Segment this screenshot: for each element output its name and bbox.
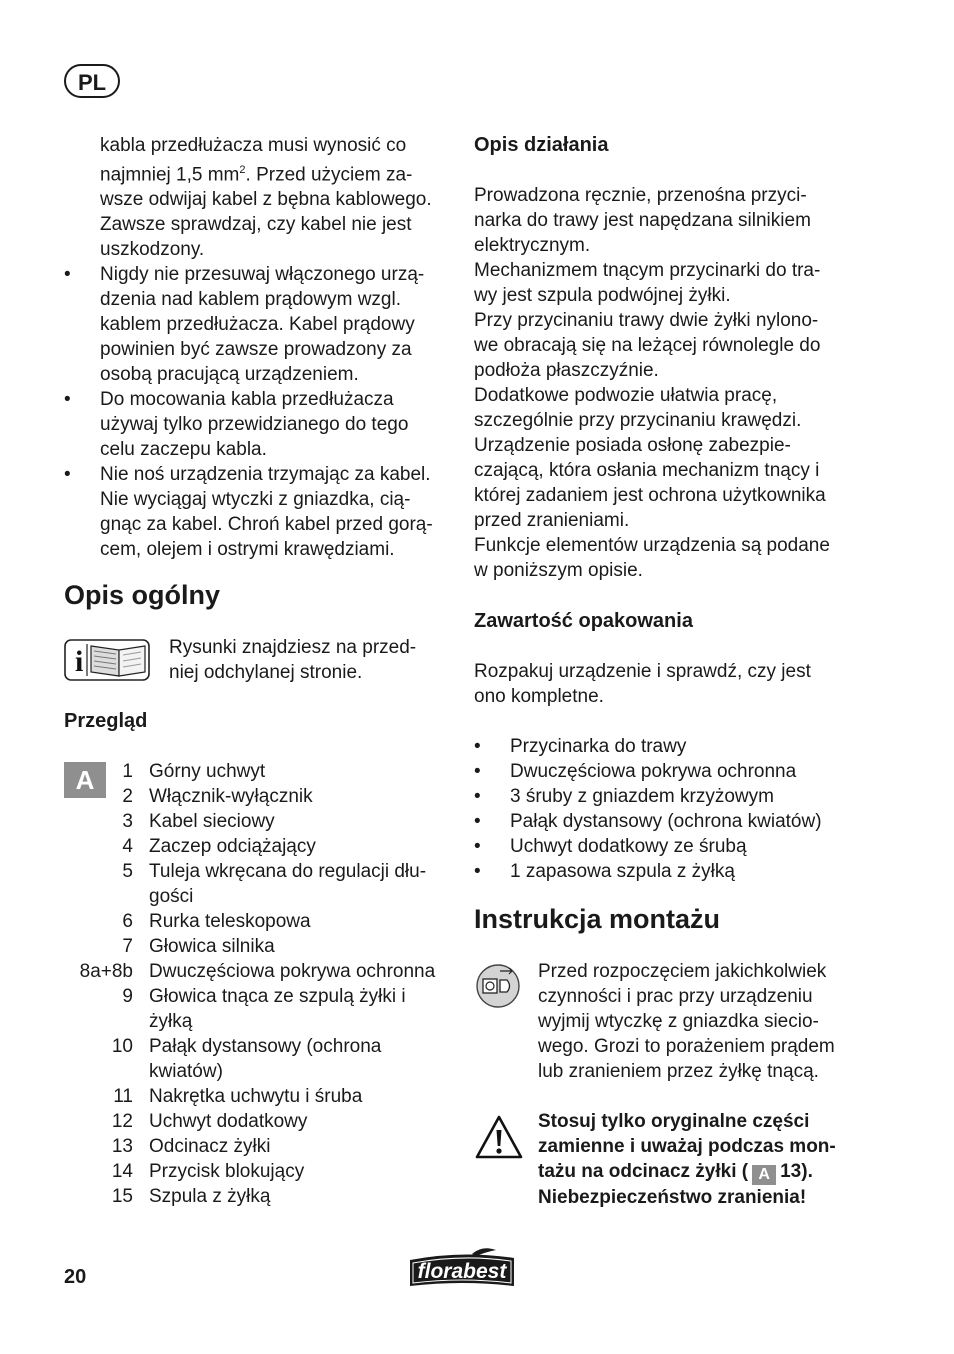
info-book-icon <box>64 639 150 686</box>
part-number: 14 <box>111 1161 133 1182</box>
brand-logo <box>406 1246 518 1290</box>
figure-a-badge: A <box>64 762 106 798</box>
part-label: Tuleja wkręcana do regulacji dłu- <box>149 861 427 882</box>
figure-a-badge-inline: A <box>752 1165 776 1185</box>
part-label: Rurka teleskopowa <box>149 911 311 932</box>
list-item: • Pałąk dystansowy (ochrona kwiatów) <box>474 809 874 834</box>
part-number: 8a+8b <box>79 961 133 982</box>
part-label: Przycisk blokujący <box>149 1161 305 1182</box>
package-items <box>474 734 874 884</box>
part-label: Dwuczęściowa pokrywa ochronna <box>149 961 436 982</box>
list-item: • Nigdy nie przesuwaj włączonego urzą- dzenia nad kablem prądowym wzgl. kablem przedłużacza. Kabel prądowy powinien być zawsze prowadzony za osobą pracującą urządzeniem. <box>64 262 452 387</box>
list-item: • Dwuczęściowa pokrywa ochronna <box>474 759 874 784</box>
part-number: 15 <box>111 1186 133 1207</box>
list-item: • Przycinarka do trawy <box>474 734 874 759</box>
unplug-note: Przed rozpoczęciem jakichkolwiek czynności i prac przy urządzeniu wyjmij wtyczkę z gniazdka siecio- wego. Grozi to porażeniem prądem lub zranieniem przez żyłkę tnącą. <box>538 961 835 1082</box>
safety-bullets <box>64 262 452 562</box>
part-number: 7 <box>122 936 133 957</box>
part-number <box>64 1009 133 1034</box>
part-number: 13 <box>111 1136 133 1157</box>
part-number <box>64 1059 133 1084</box>
warning-icon <box>474 1114 524 1165</box>
part-label: Pałąk dystansowy (ochrona <box>149 1036 382 1057</box>
part-number: 6 <box>122 911 133 932</box>
list-item: • 3 śruby z gniazdem krzyżowym <box>474 784 874 809</box>
part-number: 4 <box>122 836 133 857</box>
part-number: 10 <box>111 1036 133 1057</box>
part-label: Włącznik-wyłącznik <box>149 786 313 807</box>
part-label: Szpula z żyłką <box>149 1186 271 1207</box>
cable-paragraph: kabla przedłużacza musi wynosić co najmniej 1,5 $mm^2$. Przed użyciem za- wsze odwijaj kabel z bębna kablowego. Zawsze sprawdzaj, czy kabel nie jest uszkodzony. <box>100 135 432 261</box>
part-number <box>64 884 133 909</box>
svg-text:florabest: florabest <box>417 1260 507 1283</box>
part-number: 5 <box>122 861 133 882</box>
package-intro: Rozpakuj urządzenie i sprawdź, czy jest ono kompletne. <box>474 661 811 707</box>
heading-general-description: Opis ogólny <box>64 580 221 610</box>
list-item: • Nie noś urządzenia trzymając za kabel. Nie wyciągaj wtyczki z gniazdka, cią- gnąc za kabel. Chroń kabel przed gorą- cem, olejem i ostrymi krawędziami. <box>64 462 452 562</box>
page-number: 20 <box>64 1266 87 1288</box>
part-label: Kabel sieciowy <box>149 811 275 832</box>
part-number: 3 <box>122 811 133 832</box>
svg-text:i: i <box>75 645 84 678</box>
language-badge: PL <box>64 64 120 98</box>
part-label: żyłką <box>149 1011 193 1032</box>
part-label: Uchwyt dodatkowy <box>149 1111 308 1132</box>
parts-list <box>64 759 454 1209</box>
part-number: 12 <box>111 1111 133 1132</box>
warning-text: Stosuj tylko oryginalne części zamienne i uważaj podczas mon- tażu na odcinacz żyłki ( A 13). Niebezpieczeństwo zranienia! <box>538 1111 836 1208</box>
part-number: 1 <box>122 761 133 782</box>
part-label: Głowica silnika <box>149 936 275 957</box>
list-item: • Uchwyt dodatkowy ze śrubą <box>474 834 874 859</box>
part-label: Głowica tnąca ze szpulą żyłki i <box>149 986 406 1007</box>
part-label: kwiatów) <box>149 1061 223 1082</box>
part-label: gości <box>149 886 194 907</box>
list-item: • Do mocowania kabla przedłużacza używaj tylko przewidzianego do tego celu zaczepu kabla. <box>64 387 452 462</box>
list-item: • 1 zapasowa szpula z żyłką <box>474 859 874 884</box>
part-label: Zaczep odciążający <box>149 836 316 857</box>
heading-overview: Przegląd <box>64 710 148 732</box>
heading-function: Opis działania <box>474 134 609 156</box>
unplug-icon <box>474 962 522 1015</box>
part-label: Górny uchwyt <box>149 761 266 782</box>
info-note: Rysunki znajdziesz na przed- niej odchylanej stronie. <box>169 637 417 683</box>
part-number: 2 <box>122 786 133 807</box>
part-number: 9 <box>122 986 133 1007</box>
part-label: Odcinacz żyłki <box>149 1136 271 1157</box>
part-label: Nakrętka uchwytu i śruba <box>149 1086 363 1107</box>
heading-package-contents: Zawartość opakowania <box>474 610 693 632</box>
heading-assembly: Instrukcja montażu <box>474 904 721 934</box>
cable-section <box>64 133 452 562</box>
part-number: 11 <box>113 1086 133 1107</box>
function-description: Prowadzona ręcznie, przenośna przyci- narka do trawy jest napędzana silnikiem elektrycznym. Mechanizmem tnącym przycinarki do tra- wy jest szpula podwójnej żyłki. Przy przycinaniu trawy dwie żyłki nylono- we obracają się na leżącej równolegle do podłoża płaszczyźnie. Dodatkowe podwozie ułatwia pracę, szczególnie przy przycinaniu krawędzi. Urządzenie posiada osłonę zabezpie- czającą, która osłania mechanizm tnący i której zadaniem jest ochrona użytkownika przed zranieniami. Funkcje elementów urządzenia są podane w poniższym opisie. <box>474 185 830 581</box>
